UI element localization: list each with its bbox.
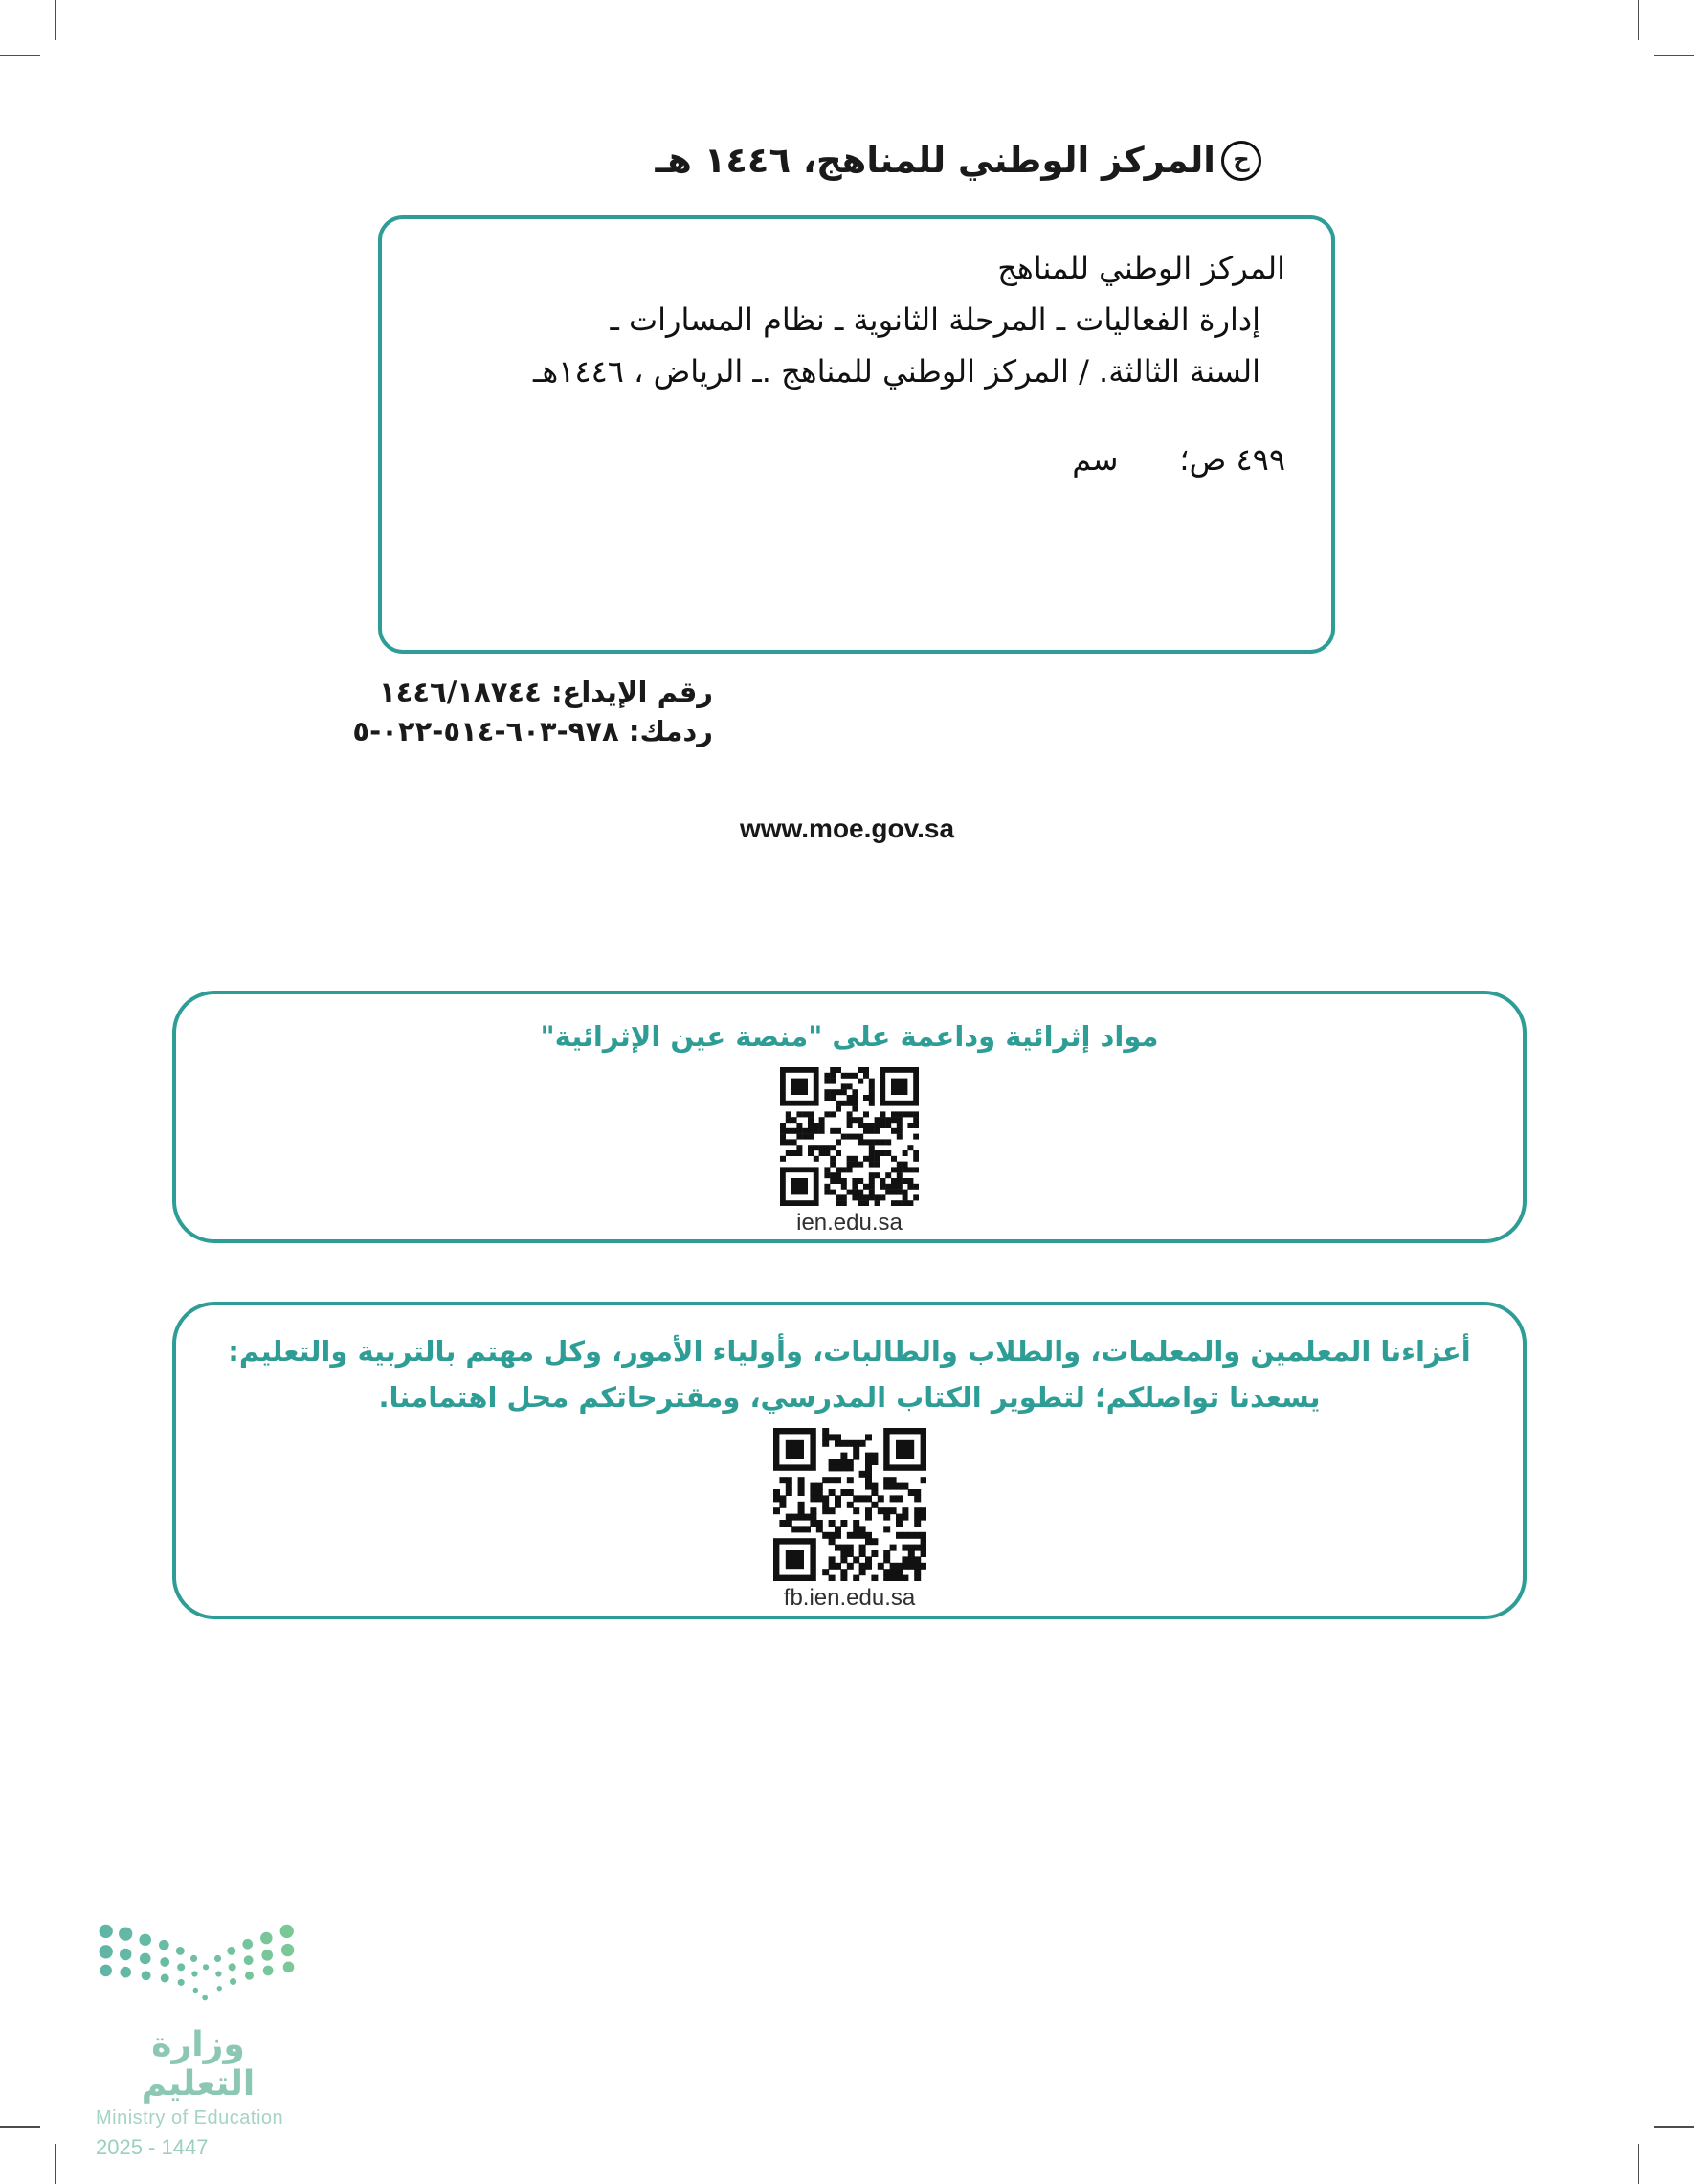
catalog-line-title: إدارة الفعاليات ـ المرحلة الثانوية ـ نظام المسارات ـ: [610, 301, 1260, 338]
crop-mark: [1638, 0, 1639, 40]
legal-numbers: [352, 673, 713, 751]
ministry-logo-dots: [96, 1914, 301, 2010]
moe-website-url: www.moe.gov.sa: [739, 813, 955, 843]
logo-years: 2025 - 1447: [96, 2135, 209, 2159]
feedback-line-2: يسعدنا تواصلكم؛ لتطوير الكتاب المدرسي، ومقترحاتكم محل اهتمامنا.: [378, 1381, 1321, 1414]
feedback-box: [172, 1302, 1527, 1619]
enrichment-box: [172, 991, 1527, 1243]
catalog-line-edition: السنة الثالثة. / المركز الوطني للمناهج .ـ الرياض ، ١٤٤٦هـ: [532, 353, 1260, 390]
copyright-line: [656, 140, 1261, 181]
deposit-value: ١٤٤٦/١٨٧٤٤: [378, 676, 542, 708]
crop-mark: [0, 55, 40, 56]
deposit-number-line: [352, 673, 713, 712]
qr-code-ien: [780, 1067, 919, 1206]
crop-mark: [55, 2144, 56, 2184]
isbn-line: [352, 712, 713, 751]
cataloging-box: [378, 215, 1335, 654]
isbn-label: ردمك:: [628, 715, 713, 747]
size-unit: سم: [1072, 441, 1119, 478]
deposit-label: رقم الإيداع:: [550, 676, 713, 708]
copyright-text: المركز الوطني للمناهج، ١٤٤٦ هـ: [655, 140, 1215, 181]
feedback-line-1: أعزاءنا المعلمين والمعلمات، والطلاب والطالبات، وأولياء الأمور، وكل مهتم بالتربية والتعليم:: [228, 1335, 1471, 1368]
qr-label-ien: ien.edu.sa: [796, 1210, 903, 1236]
crop-mark: [1654, 2126, 1694, 2128]
ministry-logo: [96, 1914, 301, 2160]
arabic-copyright-symbol: ح: [1221, 141, 1261, 181]
ministry-name-english: Ministry of Education: [96, 2107, 284, 2128]
catalog-line-pages: [411, 434, 1285, 485]
crop-mark: [1654, 55, 1694, 56]
page-count: ٤٩٩ ص؛: [1179, 441, 1285, 478]
crop-mark: [0, 2126, 40, 2128]
crop-mark: [1638, 2144, 1639, 2184]
isbn-value: ٩٧٨-٦٠٣-٥١٤-٠٢٢-٥: [352, 715, 619, 747]
qr-label-fb: fb.ien.edu.sa: [783, 1585, 916, 1611]
catalog-line-publisher: المركز الوطني للمناهج: [997, 250, 1285, 286]
qr-code-fb: [773, 1428, 926, 1581]
crop-mark: [55, 0, 56, 40]
enrichment-title: مواد إثرائية وداعمة على "منصة عين الإثرائية": [540, 1020, 1159, 1053]
ministry-name-arabic: وزارة التعليم: [141, 2025, 256, 2104]
